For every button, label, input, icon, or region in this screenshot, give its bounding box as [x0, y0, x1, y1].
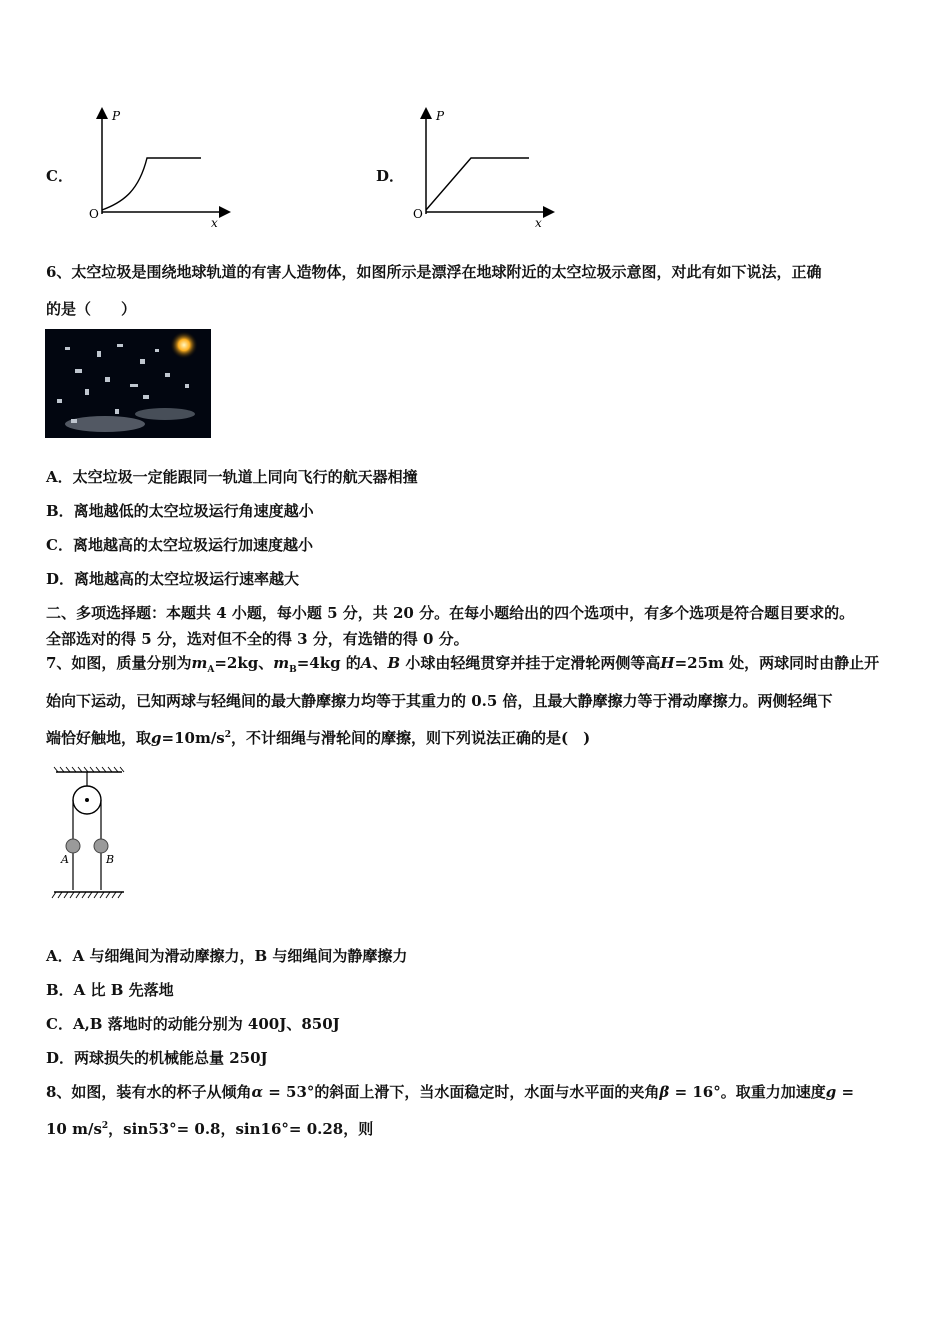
section2-line1: 二、多项选择题：本题共 4 小题，每小题 5 分，共 20 分。在每小题给出的四个选项中，有多个选项是符合题目要求的。: [46, 604, 855, 622]
graph-c: [84, 104, 234, 230]
origin-label: O: [89, 207, 99, 221]
q8-stem-line1: 8、如图，装有水的杯子从倾角α = 53°的斜面上滑下，当水面稳定时，水面与水平面的夹角β = 16°。取重力加速度g =: [46, 1083, 855, 1101]
y-axis-label: P: [436, 109, 445, 123]
q6-stem-line1: 6、太空垃圾是围绕地球轨道的有害人造物体，如图所示是漂浮在地球附近的太空垃圾示意图，对此有如下说法，正确: [46, 263, 822, 281]
q6-option-b: B．离地越低的太空垃圾运行角速度越小: [46, 502, 314, 520]
pulley-figure: [50, 766, 130, 902]
q6-stem-line2: 的是（ ）: [46, 300, 137, 318]
line-d: [426, 158, 529, 210]
q7-option-d: D．两球损失的机械能总量 250J: [46, 1049, 268, 1067]
ball-a-label: A: [61, 853, 69, 866]
section2-line2: 全部选对的得 5 分，选对但不全的得 3 分，有选错的得 0 分。: [46, 630, 469, 648]
q6-option-c: C．离地越高的太空垃圾运行加速度越小: [46, 536, 313, 554]
q7-option-c: C．A,B 落地时的动能分别为 400J、850J: [46, 1015, 340, 1033]
q6-option-d: D．离地越高的太空垃圾运行速率越大: [46, 570, 300, 588]
q7-stem-line1: 7、如图，质量分别为$m_A=2kg$、$m_B=4kg$ 的A、B 小球由轻绳贯穿并挂于定滑轮两侧等高H=25m 处，两球同时由静止开: [46, 654, 880, 675]
q7-option-a: A．A 与细绳间为滑动摩擦力，B 与细绳间为静摩擦力: [46, 947, 408, 965]
q7-stem-line3: 端恰好触地，取$g=10m/s^2$，不计细绳与滑轮间的摩擦，则下列说法正确的是( ): [46, 729, 591, 747]
ball-b-label: B: [106, 853, 115, 866]
y-axis-label: P: [112, 109, 121, 123]
option-c-label: C．: [46, 167, 73, 185]
ball-b: [94, 839, 108, 853]
q7-stem-line2: 始向下运动，已知两球与轻绳间的最大静摩擦力均等于其重力的 0.5 倍，且最大静摩擦力等于滑动摩擦力。两侧轻绳下: [46, 692, 833, 710]
option-d-label: D．: [376, 167, 405, 185]
x-axis-label: x: [211, 216, 218, 230]
ball-a: [66, 839, 80, 853]
q6-option-a: A．太空垃圾一定能跟同一轨道上同向飞行的航天器相撞: [46, 468, 418, 486]
space-debris-image: [45, 329, 211, 438]
curve-c: [102, 158, 201, 210]
x-axis-label: x: [535, 216, 542, 230]
q8-stem-line2: 10 $m/s^2$，sin53°= 0.8，sin16°= 0.28，则: [46, 1120, 374, 1138]
graph-d: [408, 104, 558, 230]
q7-option-b: B．A 比 B 先落地: [46, 981, 174, 999]
origin-label: O: [413, 207, 423, 221]
